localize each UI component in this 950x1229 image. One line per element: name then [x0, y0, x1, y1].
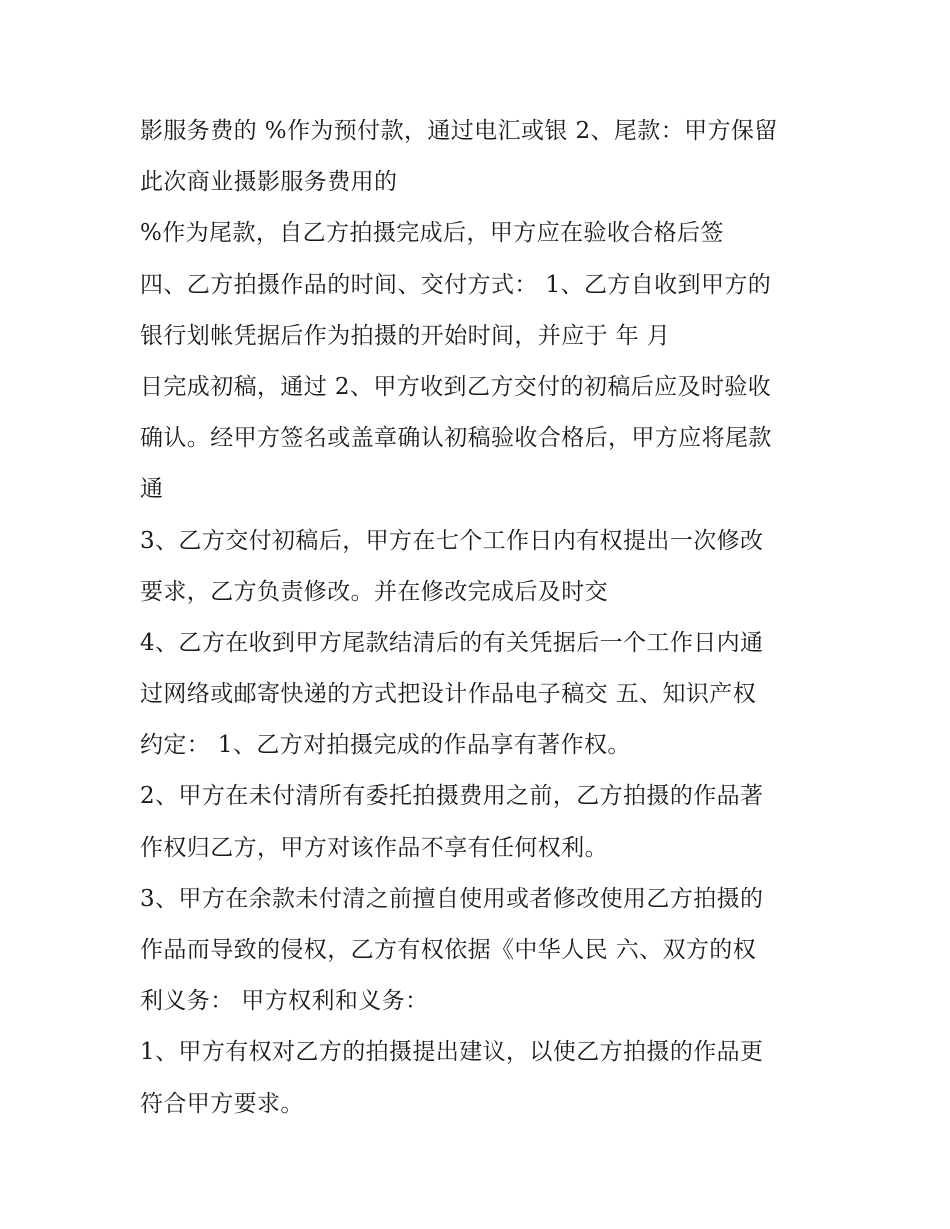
- text-line: 利义务： 甲方权利和义务：: [140, 988, 429, 1015]
- text-line: %作为尾款，自乙方拍摄完成后，甲方应在验收合格后签: [140, 220, 724, 247]
- text-line: 确认。经甲方签名或盖章确认初稿验收合格后，甲方应将尾款: [140, 425, 772, 452]
- text-line: 四、乙方拍摄作品的时间、交付方式： 1、乙方自收到甲方的: [140, 271, 772, 298]
- text-line: 3、乙方交付初稿后，甲方在七个工作日内有权提出一次修改: [140, 527, 764, 554]
- text-line: 2、甲方在未付清所有委托拍摄费用之前，乙方拍摄的作品著: [140, 783, 764, 810]
- text-line: 此次商业摄影服务费用的: [140, 169, 398, 196]
- text-line: 4、乙方在收到甲方尾款结清后的有关凭据后一个工作日内通: [140, 629, 764, 656]
- text-line: 约定： 1、乙方对拍摄完成的作品享有著作权。: [140, 732, 631, 759]
- text-line: 要求，乙方负责修改。并在修改完成后及时交: [140, 578, 608, 605]
- text-line: 影服务费的 %作为预付款，通过电汇或银 2、尾款：甲方保留: [140, 118, 778, 144]
- text-line: 通: [140, 476, 164, 503]
- text-line: 符合甲方要求。: [140, 1090, 304, 1117]
- text-line: 日完成初稿，通过 2、甲方收到乙方交付的初稿后应及时验收: [140, 373, 772, 400]
- text-line: 3、甲方在余款未付清之前擅自使用或者修改使用乙方拍摄的: [140, 885, 764, 912]
- text-line: 1、甲方有权对乙方的拍摄提出建议，以使乙方拍摄的作品更: [140, 1039, 764, 1066]
- text-line: 作权归乙方，甲方对该作品不享有任何权利。: [140, 834, 608, 861]
- text-line: 过网络或邮寄快递的方式把设计作品电子稿交 五、知识产权: [140, 681, 757, 708]
- text-line: 作品而导致的侵权，乙方有权依据《中华人民 六、双方的权: [140, 937, 757, 963]
- contract-body-text: [140, 106, 820, 1130]
- text-line: 银行划帐凭据后作为拍摄的开始时间，并应于 年 月: [140, 322, 671, 349]
